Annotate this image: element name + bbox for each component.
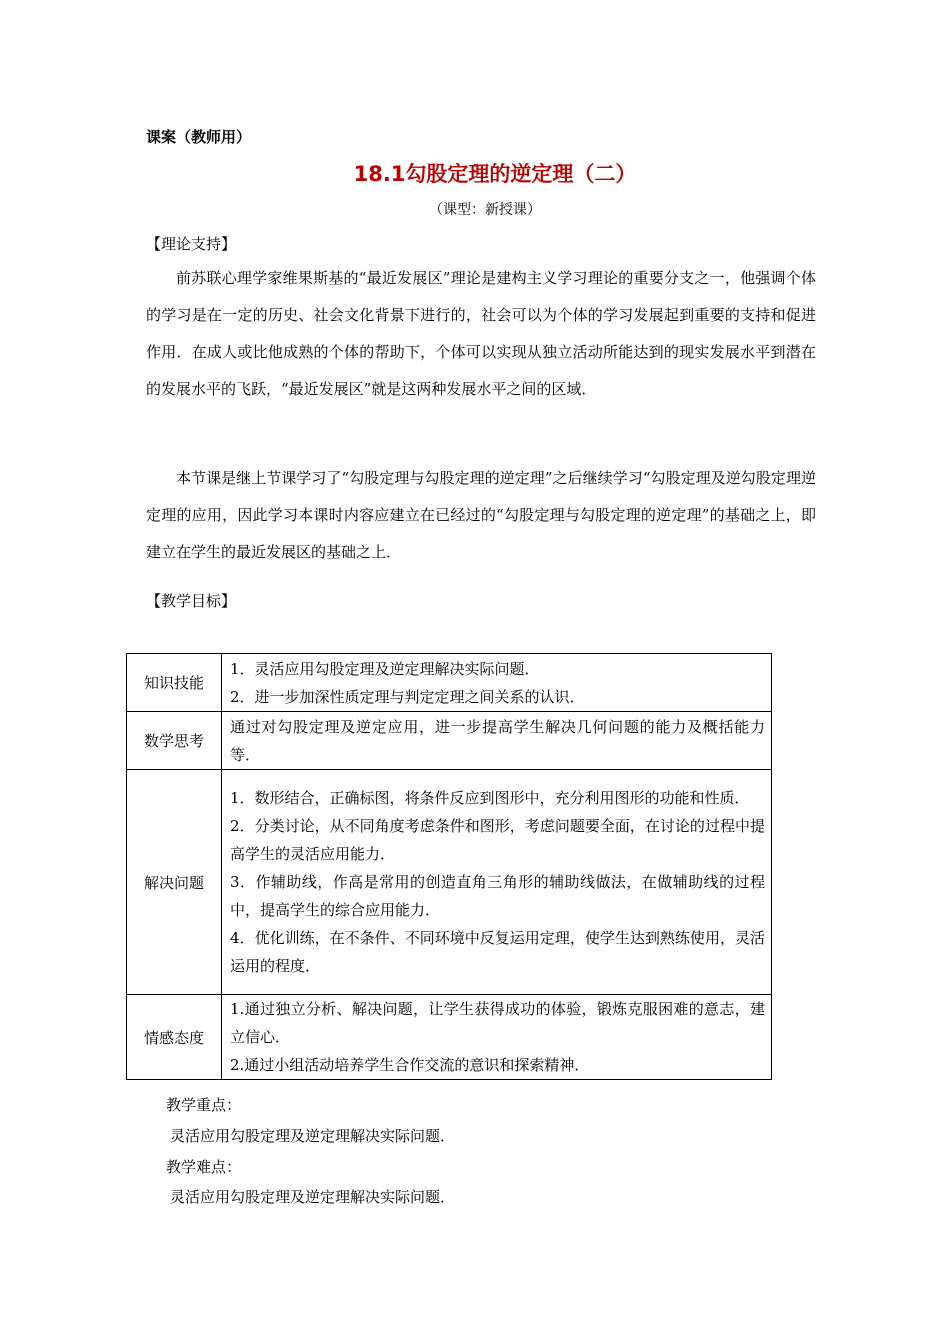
row-label: 知识技能 — [127, 654, 222, 712]
table-row — [127, 995, 772, 1080]
content-line: 2．分类讨论，从不同角度考虑条件和图形，考虑问题要全面，在讨论的过程中提高学生的灵活应用能力． — [230, 817, 765, 863]
content-line: 2．进一步加深性质定理与判定定理之间关系的认识． — [230, 687, 585, 706]
theory-paragraph-1: 前苏联心理学家维果斯基的“最近发展区”理论是建构主义学习理论的重要分支之一，他强调个体的学习是在一定的历史、社会文化背景下进行的，社会可以为个体的学习发展起到重要的支持和促进作用．在成人或比他成熟的个体的帮助下，个体可以实现从独立活动所能达到的现实发展水平到潜在的发展水平的飞跃，“最近发展区”就是这两种发展水平之间的区域． — [146, 269, 816, 398]
teaching-focus-label: 教学重点： — [166, 1096, 242, 1114]
document-type-label: 课案（教师用） — [146, 128, 252, 146]
row-content — [222, 712, 772, 770]
content-line: 1.通过独立分析、解决问题，让学生获得成功的体验，锻炼克服困难的意志，建立信心． — [230, 1000, 765, 1046]
objectives-table — [126, 653, 772, 1080]
row-content — [222, 654, 772, 712]
teaching-difficulty-label: 教学难点： — [166, 1158, 242, 1176]
theory-paragraph-2: 本节课是继上节课学习了“勾股定理与勾股定理的逆定理”之后继续学习“勾股定理及逆勾股定理逆定理的应用，因此学习本课时内容应建立在已经过的“勾股定理与勾股定理的逆定理”的基础之上，即建立在学生的最近发展区的基础之上． — [146, 469, 816, 561]
lesson-type-subtitle: （课型：新授课） — [429, 202, 541, 218]
row-label: 解决问题 — [127, 770, 222, 995]
content-line: 3．作辅助线，作高是常用的创造直角三角形的辅助线做法，在做辅助线的过程中，提高学生的综合应用能力． — [230, 873, 765, 919]
table-row — [127, 770, 772, 995]
row-label: 情感态度 — [127, 995, 222, 1080]
row-content — [222, 770, 772, 995]
theory-heading: 【理论支持】 — [146, 235, 237, 253]
page-title: 18.1勾股定理的逆定理（二） — [353, 162, 637, 186]
content-line: 2.通过小组活动培养学生合作交流的意识和探索精神． — [230, 1056, 590, 1074]
objectives-heading: 【教学目标】 — [146, 592, 237, 610]
content-line: 1．数形结合，正确标图，将条件反应到图形中，充分利用图形的功能和性质． — [230, 789, 750, 807]
content-line: 1．灵活应用勾股定理及逆定理解决实际问题． — [230, 659, 540, 678]
row-label: 数学思考 — [127, 712, 222, 770]
content-line: 4．优化训练，在不条件、不同环境中反复运用定理，使学生达到熟练使用，灵活运用的程度． — [230, 929, 765, 975]
table-row — [127, 712, 772, 770]
content-line: 通过对勾股定理及逆定应用，进一步提高学生解决几何问题的能力及概括能力等． — [230, 717, 765, 764]
table-row — [127, 654, 772, 712]
row-content — [222, 995, 772, 1080]
teaching-focus-text: 灵活应用勾股定理及逆定理解决实际问题． — [170, 1127, 456, 1145]
teaching-difficulty-text: 灵活应用勾股定理及逆定理解决实际问题． — [170, 1188, 456, 1206]
